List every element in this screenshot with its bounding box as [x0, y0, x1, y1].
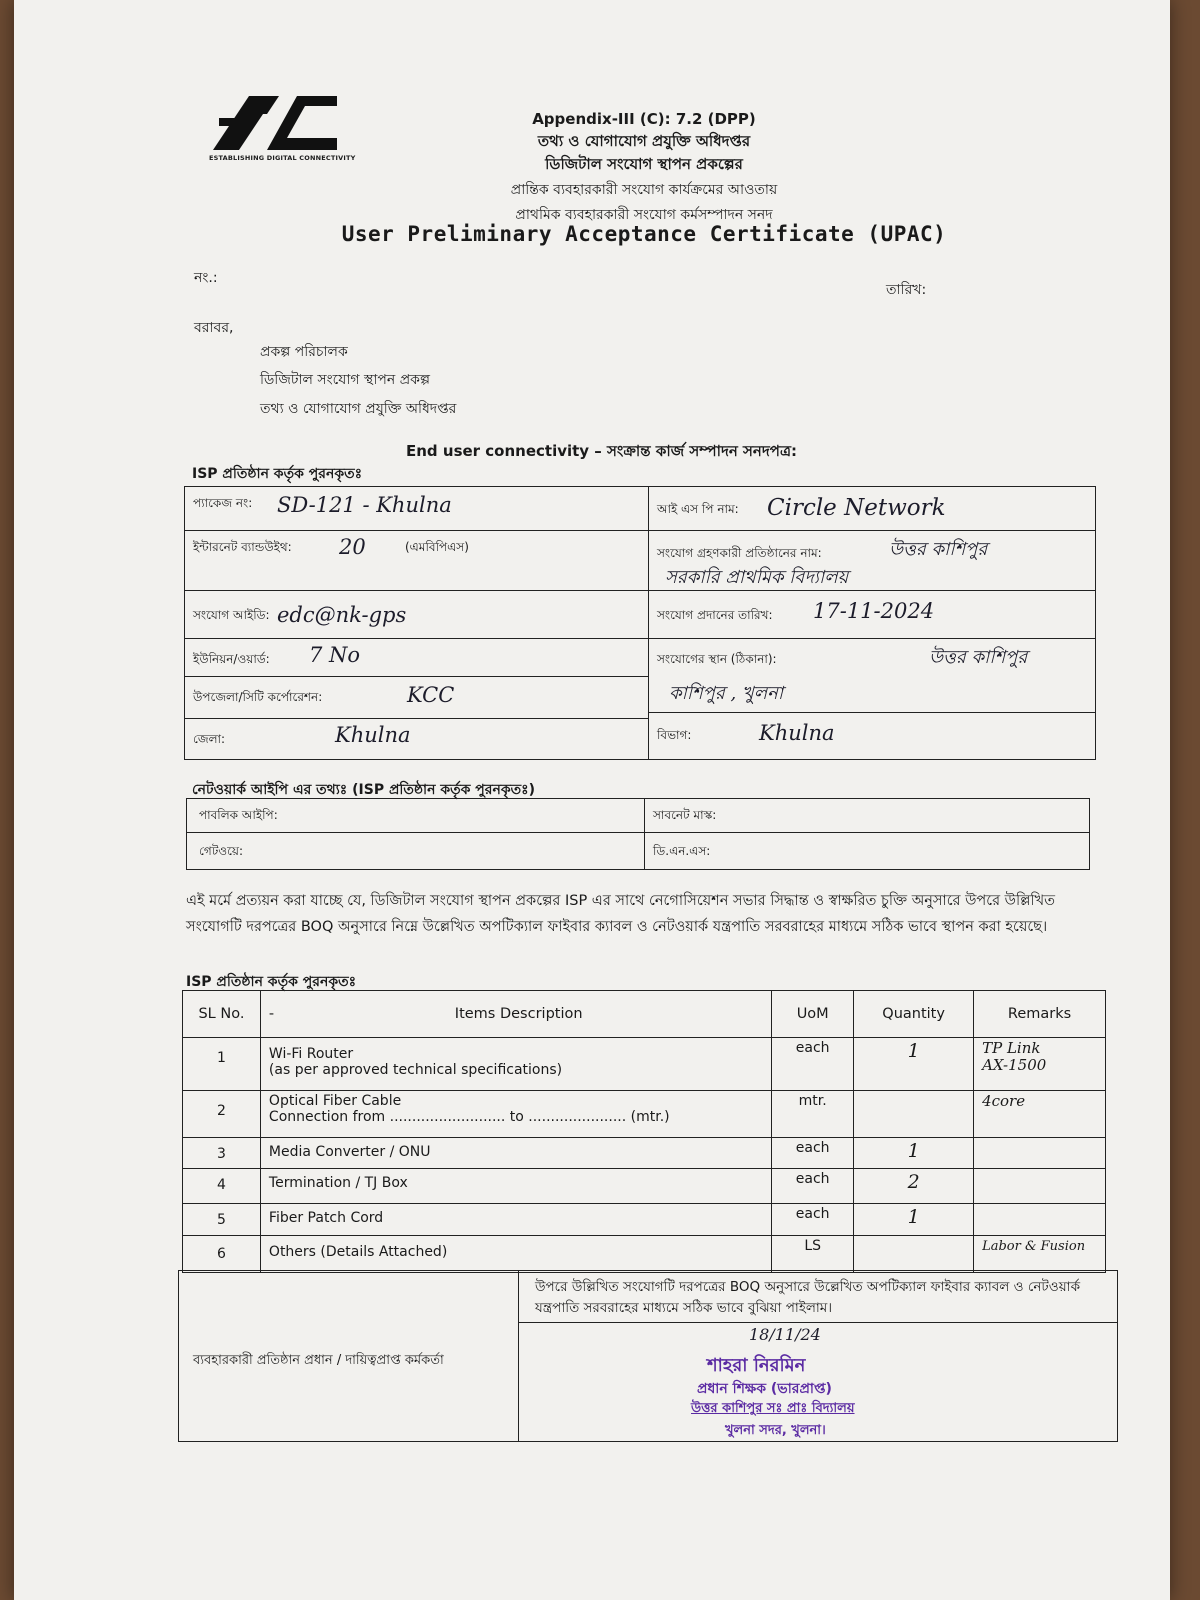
district-value: Khulna — [335, 723, 411, 747]
division-value: Khulna — [759, 721, 835, 745]
header-line-3: প্রান্তিক ব্যবহারকারী সংযোগ কার্যক্রমের আওতায় — [510, 182, 778, 198]
isp-label: আই এস পি নাম: — [657, 502, 739, 516]
row-quantity — [854, 1091, 974, 1138]
table-row — [183, 1168, 1106, 1203]
filled-by-isp: ISP প্রতিষ্ঠান কর্তৃক পুরনকৃতঃ — [192, 466, 363, 482]
row-uom: each — [772, 1203, 854, 1236]
upazila-label: উপজেলা/সিটি কর্পোরেশন: — [193, 690, 323, 704]
stamp-name: শাহরা নিরমিন — [707, 1355, 806, 1376]
header-remarks: Remarks — [974, 991, 1106, 1038]
org-value-1: উত্তর কাশিপুর — [889, 539, 988, 560]
row-sl: 4 — [183, 1168, 261, 1203]
conn-date-cell — [649, 591, 1095, 639]
address-line-1: প্রকল্প পরিচালক — [260, 344, 348, 360]
row-remarks — [974, 1203, 1106, 1236]
conn-date-label: সংযোগ প্রদানের তারিখ: — [657, 608, 773, 622]
upazila-value: KCC — [407, 683, 455, 707]
row-description: Media Converter / ONU — [260, 1138, 771, 1169]
dns-label: ডি.এন.এস: — [653, 844, 711, 858]
row-remarks — [974, 1091, 1106, 1138]
ward-cell — [185, 639, 649, 677]
org-label: সংযোগ গ্রহণকারী প্রতিষ্ঠানের নাম: — [657, 546, 822, 560]
row-uom: each — [772, 1168, 854, 1203]
signatory-label: ব্যবহারকারী প্রতিষ্ঠান প্রধান / দায়িত্বপ্রাপ্ত কর্মকর্তা — [193, 1353, 444, 1368]
header-line-2: ডিজিটাল সংযোগ স্থাপন প্রকল্পের — [545, 155, 743, 173]
document-title: User Preliminary Acceptance Certificate (UPAC) — [341, 222, 947, 246]
network-info-table — [186, 798, 1090, 870]
bandwidth-unit: (এমবিপিএস) — [405, 540, 469, 554]
header-quantity: Quantity — [854, 991, 974, 1038]
header-dash: - — [268, 1006, 275, 1022]
row-sl: 2 — [183, 1091, 261, 1138]
items-header-row — [183, 991, 1106, 1038]
row-remarks-main: TP Link — [982, 1039, 1041, 1057]
public-ip-cell — [187, 799, 645, 833]
conn-date-value: 17-11-2024 — [813, 599, 935, 623]
header-items-description: Items Description — [454, 1006, 583, 1022]
row-sl: 3 — [183, 1138, 261, 1169]
isp-value: Circle Network — [767, 495, 946, 521]
address-line-3: তথ্য ও যোগাযোগ প্রযুক্তি অধিদপ্তর — [260, 401, 457, 417]
date-label: তারিখ: — [886, 282, 927, 298]
org-cell — [649, 531, 1095, 591]
document-page — [14, 0, 1170, 1600]
table-row — [183, 1038, 1106, 1091]
row-description — [260, 1038, 771, 1091]
location-value-2: কাশিপুর , খুলনা — [669, 683, 784, 704]
table-row — [183, 1236, 1106, 1273]
declaration-text: এই মর্মে প্রত্যয়ন করা যাচ্ছে যে, ডিজিটাল সংযোগ স্থাপন প্রকল্পের ISP এর সাথে নেগোসিয়েশন সভার সিদ্ধান্ত ও স্বাক্ষরিত চুক্তি অনুসারে উপরে উল্লিখিত সংযোগটি দরপত্রের BOQ অনুসারে নিম্নে উল্লেখিত অপটিক্যাল ফাইবার ক্যাবল ও নেটওয়ার্ক যন্ত্রপাতি সরবরাহের মাধ্যমে সঠিক ভাবে স্থাপন করা হয়েছে। — [186, 893, 1055, 935]
subnet-label: সাবনেট মাস্ক: — [653, 808, 717, 822]
row-remarks — [974, 1168, 1106, 1203]
row-uom: mtr. — [772, 1091, 854, 1138]
dns-cell — [645, 833, 1089, 869]
row-remarks — [974, 1138, 1106, 1169]
conn-id-value: edc@nk-gps — [277, 603, 407, 627]
network-heading: নেটওয়ার্ক আইপি এর তথ্যঃ (ISP প্রতিষ্ঠান কর্তৃক পুরনকৃতঃ) — [192, 782, 536, 798]
header-line-1: তথ্য ও যোগাযোগ প্রযুক্তি অধিদপ্তর — [537, 132, 751, 150]
section-heading: End user connectivity – সংক্রান্ত কার্জ সম্পাদন সনদপত্র: — [406, 442, 797, 460]
row-description-main: Wi-Fi Router — [268, 1046, 354, 1062]
row-uom: each — [772, 1138, 854, 1169]
row-description-main: Optical Fiber Cable — [268, 1093, 402, 1110]
location-value-1: উত্তর কাশিপুর — [929, 647, 1028, 668]
row-remarks: Labor & Fusion — [974, 1236, 1106, 1273]
org-value-2: সরকারি প্রাথমিক বিদ্যালয় — [665, 567, 849, 588]
row-description: Termination / TJ Box — [260, 1168, 771, 1203]
location-cell — [649, 639, 1095, 713]
connection-info-table — [184, 486, 1096, 760]
statement-cell — [519, 1271, 1117, 1323]
row-description: Others (Details Attached) — [260, 1236, 771, 1273]
package-label: প্যাকেজ নং: — [193, 496, 253, 510]
row-remarks-sub: AX-1500 — [982, 1056, 1047, 1074]
row-description — [260, 1091, 771, 1138]
gateway-cell — [187, 833, 645, 869]
bandwidth-cell — [185, 531, 649, 591]
acceptance-statement: উপরে উল্লিখিত সংযোগটি দরপত্রের BOQ অনুসারে উল্লেখিত অপটিক্যাল ফাইবার ক্যাবল ও নেটওয়ার্ক যন্ত্রপাতি সরবরাহের মাধ্যমে সঠিক ভাবে বুঝিয়া পাইলাম। — [535, 1279, 1081, 1316]
row-remarks — [974, 1038, 1106, 1091]
signature-block — [178, 1270, 1118, 1442]
row-uom: LS — [772, 1236, 854, 1273]
bandwidth-value: 20 — [339, 535, 366, 559]
signed-date: 18/11/24 — [749, 1325, 821, 1344]
district-label: জেলা: — [193, 732, 226, 746]
location-label: সংযোগের স্থান (ঠিকানা): — [657, 652, 777, 666]
row-description-sub: (as per approved technical specifications) — [268, 1062, 563, 1078]
stamp-school: উত্তর কাশিপুর সঃ প্রাঃ বিদ্যালয় — [691, 1401, 855, 1416]
stamp-title: প্রধান শিক্ষক (ভারপ্রাপ্ত) — [697, 1381, 832, 1397]
row-quantity: 1 — [854, 1203, 974, 1236]
header-line-4: প্রাথমিক ব্যবহারকারী সংযোগ কর্মসম্পাদন সনদ — [515, 207, 773, 223]
upazila-cell — [185, 677, 649, 719]
division-label: বিভাগ: — [657, 728, 692, 742]
gateway-label: গেটওয়ে: — [199, 844, 244, 858]
conn-id-label: সংযোগ আইডি: — [193, 608, 270, 622]
row-quantity: 2 — [854, 1168, 974, 1203]
row-remarks-main: 4core — [982, 1092, 1026, 1111]
row-quantity: 1 — [854, 1138, 974, 1169]
header-uom: UoM — [772, 991, 854, 1038]
ref-no-label: নং.: — [194, 270, 218, 286]
division-cell — [649, 713, 1095, 759]
table-row — [183, 1091, 1106, 1138]
table-row — [183, 1203, 1106, 1236]
signature-left-cell — [179, 1271, 519, 1441]
items-filled-by: ISP প্রতিষ্ঠান কর্তৃক পুরনকৃতঃ — [186, 974, 357, 990]
row-description-sub: Connection from .......................... to ...................... (mtr.) — [268, 1109, 670, 1126]
row-sl: 6 — [183, 1236, 261, 1273]
stamp-place: খুলনা সদর, খুলনা। — [725, 1423, 826, 1438]
items-table — [182, 990, 1106, 1273]
package-cell — [185, 487, 649, 531]
address-line-2: ডিজিটাল সংযোগ স্থাপন প্রকল্প — [260, 372, 430, 388]
ward-value: 7 No — [309, 643, 361, 667]
row-quantity — [854, 1236, 974, 1273]
isp-cell — [649, 487, 1095, 531]
row-sl: 5 — [183, 1203, 261, 1236]
ward-label: ইউনিয়ন/ওয়ার্ড: — [193, 652, 270, 666]
row-description: Fiber Patch Cord — [260, 1203, 771, 1236]
package-value: SD-121 - Khulna — [277, 493, 452, 517]
row-sl: 1 — [183, 1038, 261, 1091]
bandwidth-label: ইন্টারনেট ব্যান্ডউইথ: — [193, 540, 292, 554]
district-cell — [185, 719, 649, 759]
subnet-cell — [645, 799, 1089, 833]
table-row — [183, 1138, 1106, 1169]
address-to: বরাবর, — [194, 320, 234, 336]
public-ip-label: পাবলিক আইপি: — [199, 808, 278, 822]
row-uom: each — [772, 1038, 854, 1091]
header-description — [260, 991, 771, 1038]
row-quantity: 1 — [854, 1038, 974, 1091]
appendix-ref: Appendix-III (C): 7.2 (DPP) — [532, 110, 756, 128]
header-sl: SL No. — [183, 991, 261, 1038]
logo-tagline: ESTABLISHING DIGITAL CONNECTIVITY — [209, 154, 356, 162]
conn-id-cell — [185, 591, 649, 639]
